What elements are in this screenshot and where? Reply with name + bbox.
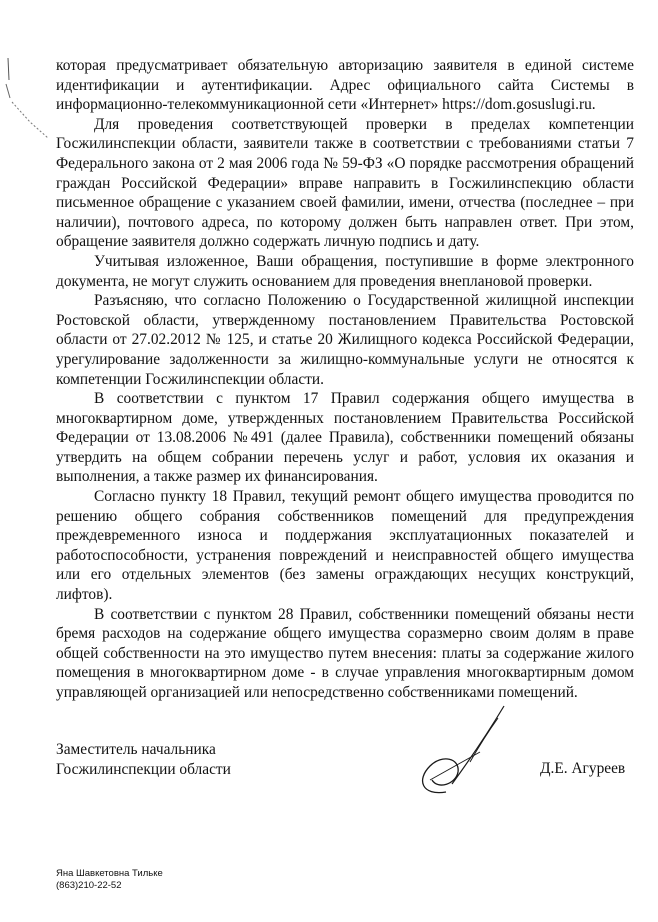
signer-position-line2: Госжилинспекции области xyxy=(56,760,231,778)
executor-phone: (863)210-22-52 xyxy=(56,880,122,891)
signer-position-line1: Заместитель начальника xyxy=(56,741,216,758)
scan-margin-marks xyxy=(0,50,60,160)
handwritten-signature xyxy=(408,700,518,810)
executor-info xyxy=(56,868,163,892)
paragraph-authorization: которая предусматривает обязательную авторизацию заявителя в единой системе идентификации и аутентификации. Адрес официального сайта Системы в информационно-телекоммуникационной сети «Интернет» https://dom.gosuslugi.ru. xyxy=(56,57,634,114)
paragraph-rule-17: В соответствии с пунктом 17 Правил содержания общего имущества в многоквартирном доме, утвержденных постановлением Правительства Российской Федерации от 13.08.2006 №491 (далее Правила), собственники помещений обязаны утвердить на общем собрании перечень услуг и работ, условия их оказания и выполнения, а также размер их финансирования. xyxy=(56,390,634,486)
paragraph-conclusion: Учитывая изложенное, Ваши обращения, поступившие в форме электронного документа, не могут служить основанием для проведения внеплановой проверки. xyxy=(56,252,634,290)
paragraph-rule-28: В соответствии с пунктом 28 Правил, собственники помещений обязаны нести бремя расходов на содержание общего имущества соразмерно своим долям в праве общей собственности на это имущество путем внесения: платы за содержание жилого помещения в многоквартирном доме - в случае управления многоквартирным домом управляющей организацией или непосредственно собственниками помещений. xyxy=(56,605,634,701)
executor-name: Яна Шавкетовна Тильке xyxy=(56,868,163,879)
signer-name: Д.Е. Агуреев xyxy=(540,760,626,777)
signer-position xyxy=(56,740,231,779)
paragraph-rule-18: Согласно пункту 18 Правил, текущий ремонт общего имущества проводится по решению общего собрания собственников помещений для предупреждения преждевременного износа и поддержания эксплуатационных показателей и работоспособности, устранения повреждений и неисправностей общего имущества или его отдельных элементов (без замены ограждающих несущих конструкций, лифтов). xyxy=(56,488,634,604)
paragraph-inspection: Для проведения соответствующей проверки в пределах компетенции Госжилинспекции области, заявители также в соответствии с требованиями статьи 7 Федерального закона от 2 мая 2006 года № 59-ФЗ «О порядке рассмотрения обращений граждан Российской Федерации» вправе направить в Госжилинспекцию области письменное обращение с указанием своей фамилии, имени, отчества (последнее – при наличии), почтового адреса, по которому должен быть направлен ответ. При этом, обращение заявителя должно содержать личную подпись и дату. xyxy=(56,115,634,251)
letter-body xyxy=(56,56,634,703)
paragraph-competence: Разъясняю, что согласно Положению о Государственной жилищной инспекции Ростовской области, утвержденному постановлением Правительства Ростовской области от 27.02.2012 № 125, и статье 20 Жилищного кодекса Российской Федерации, урегулирование задолженности за жилищно-коммунальные услуги не относятся к компетенции Госжилинспекции области. xyxy=(56,292,634,388)
